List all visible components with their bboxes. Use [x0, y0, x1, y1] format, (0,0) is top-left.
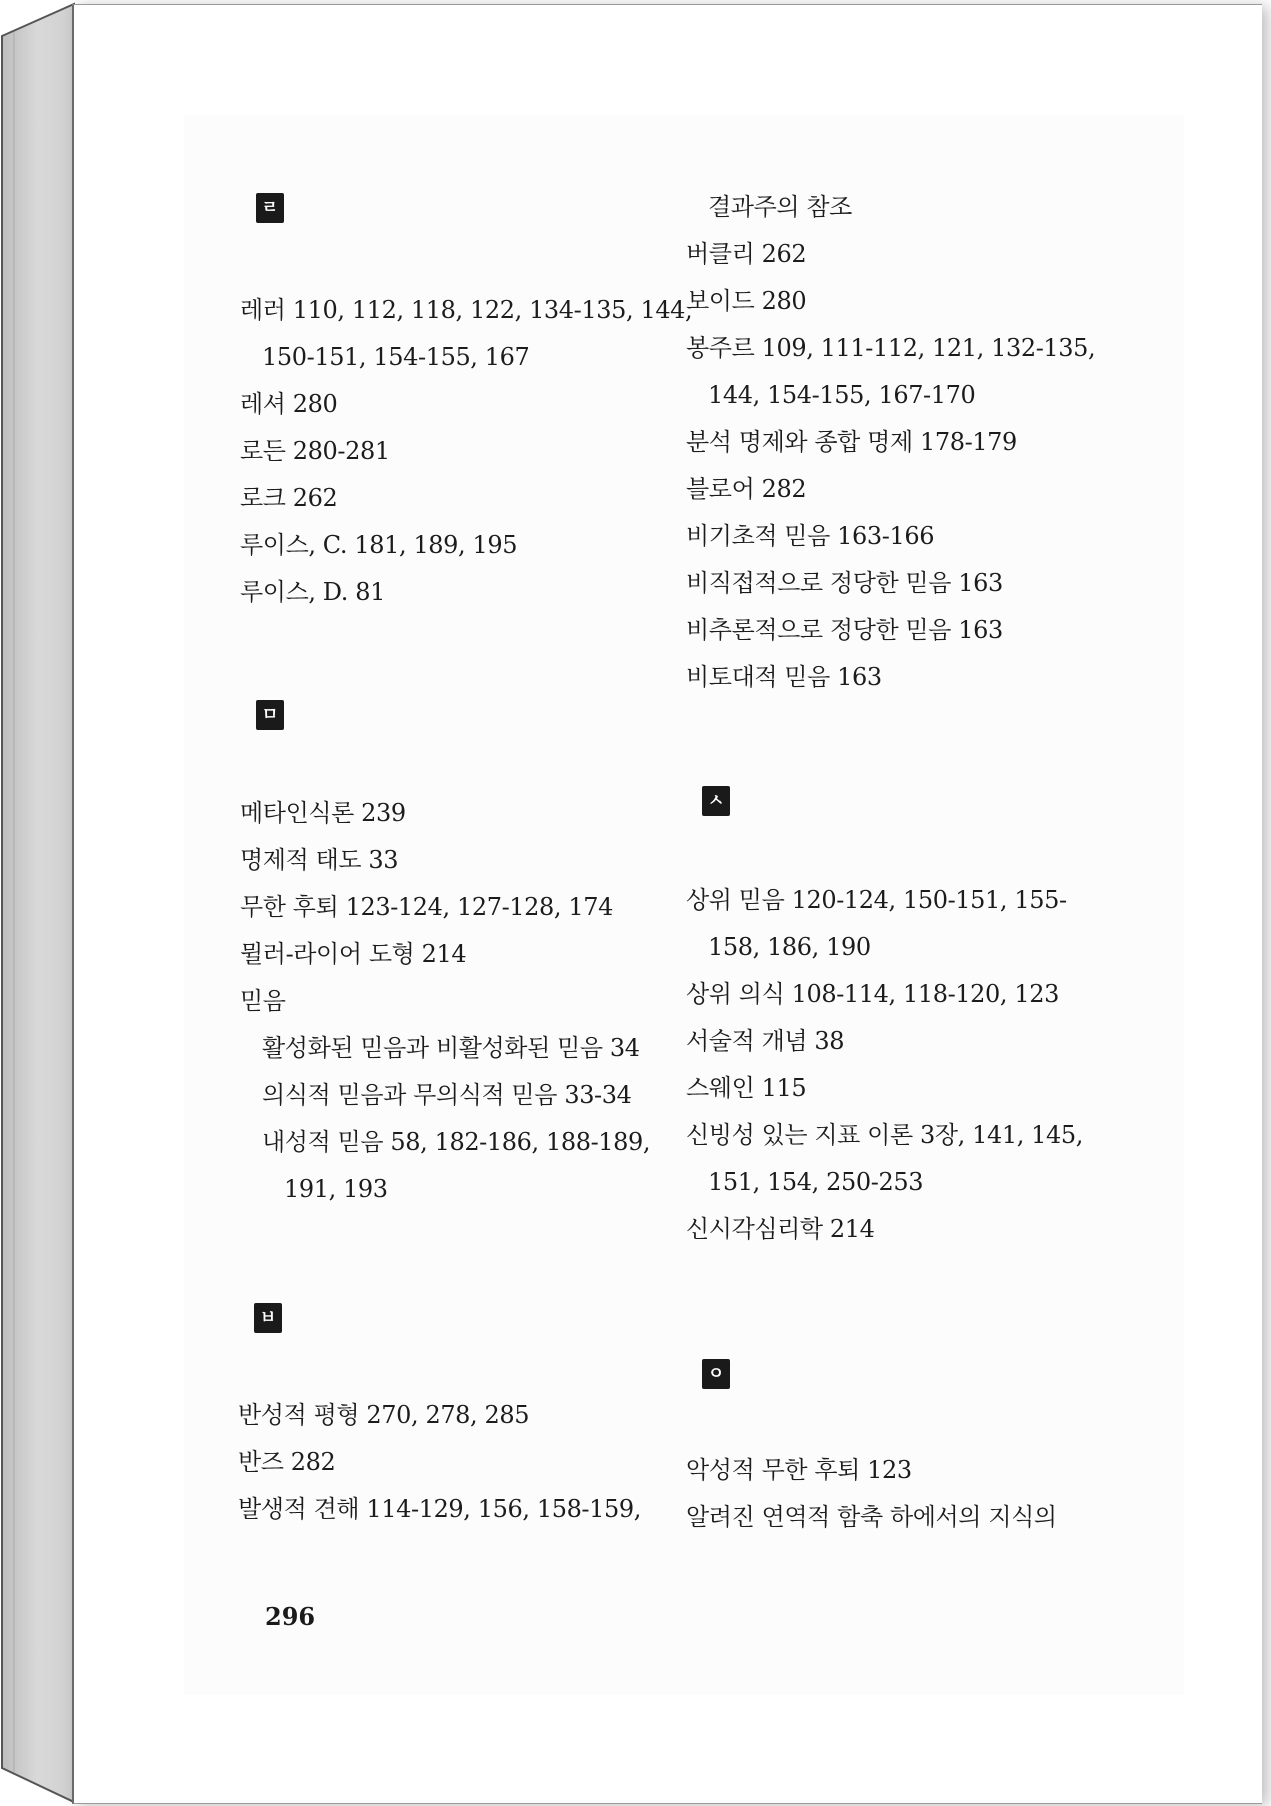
- index-entry: 믿음: [240, 987, 286, 1015]
- section-badge-ieung: ㅇ: [702, 1359, 730, 1389]
- index-entry: 무한 후퇴 123-124, 127-128, 174: [240, 893, 613, 921]
- index-entry: 루이스, C. 181, 189, 195: [240, 531, 518, 559]
- index-entry: 레러 110, 112, 118, 122, 134-135, 144,: [240, 296, 693, 324]
- page-number: 296: [265, 1602, 316, 1631]
- index-entry: 비직접적으로 정당한 믿음 163: [686, 569, 1003, 597]
- index-entry: 158, 186, 190: [708, 933, 871, 961]
- index-entry: 명제적 태도 33: [240, 846, 399, 874]
- index-entry: 발생적 견해 114-129, 156, 158-159,: [238, 1495, 641, 1523]
- index-entry: 버클리 262: [686, 240, 807, 268]
- index-entry: 봉주르 109, 111-112, 121, 132-135,: [686, 334, 1096, 362]
- index-entry: 결과주의 참조: [708, 193, 852, 221]
- index-entry: 비토대적 믿음 163: [686, 663, 882, 691]
- index-entry: 150-151, 154-155, 167: [262, 343, 530, 371]
- index-subentry: 191, 193: [284, 1175, 388, 1203]
- index-entry: 블로어 282: [686, 475, 807, 503]
- index-entry: 알려진 연역적 함축 하에서의 지식의: [686, 1503, 1057, 1531]
- index-entry: 루이스, D. 81: [240, 578, 385, 606]
- index-subentry: 의식적 믿음과 무의식적 믿음 33-34: [262, 1081, 632, 1109]
- index-entry: 144, 154-155, 167-170: [708, 381, 976, 409]
- section-badge-siot: ㅅ: [702, 786, 730, 816]
- section-badge-rieul: ㄹ: [256, 193, 284, 223]
- index-entry: 상위 믿음 120-124, 150-151, 155-: [686, 886, 1067, 914]
- index-entry: 반즈 282: [238, 1448, 336, 1476]
- index-entry: 분석 명제와 종합 명제 178-179: [686, 428, 1017, 456]
- index-entry: 메타인식론 239: [240, 799, 406, 827]
- index-entry: 신빙성 있는 지표 이론 3장, 141, 145,: [686, 1121, 1083, 1149]
- index-entry: 레셔 280: [240, 390, 338, 418]
- section-badge-bieup: ㅂ: [254, 1303, 282, 1333]
- index-entry: 로크 262: [240, 484, 338, 512]
- index-entry: 신시각심리학 214: [686, 1215, 875, 1243]
- index-entry: 악성적 무한 후퇴 123: [686, 1456, 912, 1484]
- index-entry: 서술적 개념 38: [686, 1027, 845, 1055]
- index-entry: 스웨인 115: [686, 1074, 807, 1102]
- index-entry: 뮐러-라이어 도형 214: [240, 940, 467, 968]
- index-entry: 상위 의식 108-114, 118-120, 123: [686, 980, 1059, 1008]
- index-entry: 비기초적 믿음 163-166: [686, 522, 935, 550]
- index-subentry: 활성화된 믿음과 비활성화된 믿음 34: [262, 1034, 640, 1062]
- index-entry: 보이드 280: [686, 287, 807, 315]
- index-entry: 로든 280-281: [240, 437, 390, 465]
- index-entry: 비추론적으로 정당한 믿음 163: [686, 616, 1003, 644]
- index-entry: 반성적 평형 270, 278, 285: [238, 1401, 530, 1429]
- index-subentry: 내성적 믿음 58, 182-186, 188-189,: [262, 1128, 651, 1156]
- index-entry: 151, 154, 250-253: [708, 1168, 924, 1196]
- section-badge-mieum: ㅁ: [256, 700, 284, 730]
